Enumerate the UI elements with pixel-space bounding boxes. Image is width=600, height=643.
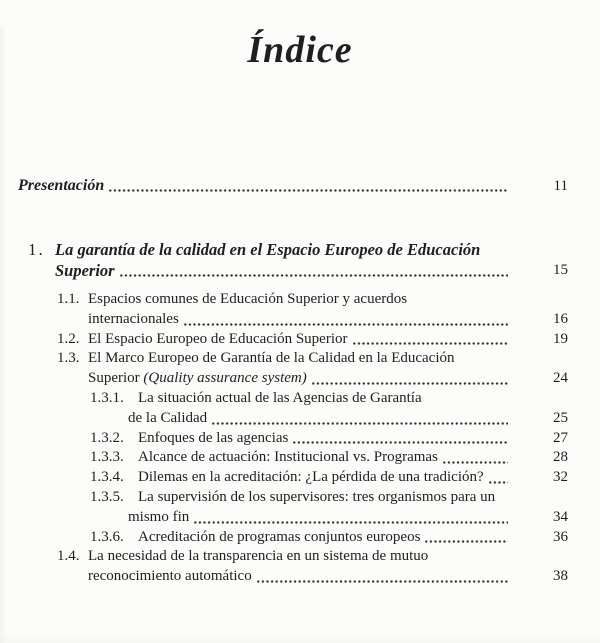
toc-line-1-3-2 <box>0 429 568 449</box>
entry-text: internacionales <box>88 310 179 327</box>
entry-text: Enfoques de las agencias <box>138 429 289 446</box>
entry-number: 1.3.3. <box>90 449 124 466</box>
entry-text: de la Calidad <box>128 409 208 426</box>
entry-text: Acreditación de programas conjuntos europeos <box>138 528 421 545</box>
dot-leader <box>183 323 508 326</box>
dot-leader <box>442 461 508 464</box>
toc-line-1-3-1 <box>0 389 568 409</box>
dot-leader <box>108 189 508 192</box>
entry-number: 1.3.1. <box>90 389 124 406</box>
entry-text: El Marco Europeo de Garantía de la Calidad en la Educación <box>88 350 455 367</box>
entry-text: Superior <box>88 370 144 387</box>
toc-line-1 <box>0 239 568 260</box>
toc-line-1-3-1-continuation <box>0 409 568 429</box>
toc-line-1-3-5 <box>0 488 568 508</box>
page-number: 27 <box>553 429 568 446</box>
entry-text: La necesidad de la transparencia en un sistema de mutuo <box>88 548 429 565</box>
toc-line-1-4 <box>0 547 568 567</box>
entry-number: 1.3.6. <box>90 528 124 545</box>
entry-number: 1.4. <box>57 548 80 565</box>
dot-leader <box>211 422 508 425</box>
page-title: Índice <box>247 29 353 71</box>
toc-line-1-1-continuation <box>0 310 568 330</box>
toc-line-1-3-4 <box>0 468 568 488</box>
entry-number: 1.3.4. <box>90 469 124 486</box>
toc-line-presentacion <box>0 176 568 196</box>
page-number: 11 <box>553 178 568 194</box>
entry-text: reconocimiento automático <box>88 568 252 585</box>
page-number: 15 <box>553 262 568 278</box>
dot-leader <box>119 274 508 277</box>
dot-leader <box>193 521 508 524</box>
page-number: 32 <box>553 469 568 486</box>
toc-line-1-3-5-continuation <box>0 508 568 528</box>
entry-number: 1.1. <box>57 291 80 307</box>
entry-text: Alcance de actuación: Institucional vs. Programas <box>138 449 438 466</box>
entry-text: El Espacio Europeo de Educación Superior <box>88 330 348 347</box>
page-number: 34 <box>553 508 568 525</box>
toc-line-1-continuation <box>0 260 568 281</box>
entry-text: La situación actual de las Agencias de Garantía <box>138 389 422 406</box>
dot-leader <box>292 441 508 444</box>
dot-leader <box>311 382 508 385</box>
page-number: 28 <box>553 449 568 466</box>
entry-text: La garantía de la calidad en el Espacio Europeo de Educación <box>55 240 481 259</box>
entry-text: Espacios comunes de Educación Superior y acuerdos <box>88 291 408 307</box>
entry-text: Dilemas en la acreditación: ¿La pérdida de una tradición? <box>138 469 484 486</box>
entry-number: 1.3. <box>57 350 80 367</box>
toc-line-1-3-continuation <box>0 369 568 389</box>
dot-leader <box>352 342 509 345</box>
page-number: 19 <box>553 330 568 347</box>
entry-text: Presentación <box>18 177 105 194</box>
page-number: 16 <box>553 310 568 327</box>
dot-leader <box>424 540 508 543</box>
entry-text: mismo fin <box>128 508 190 525</box>
toc-line-1-1 <box>0 290 568 310</box>
dot-leader <box>488 481 508 484</box>
toc-line-1-2 <box>0 330 568 350</box>
table-of-contents <box>0 176 568 587</box>
toc-line-1-3 <box>0 349 568 369</box>
entry-text-italic: (Quality assurance system) <box>143 370 307 387</box>
toc-line-1-3-3 <box>0 448 568 468</box>
dot-leader <box>256 580 508 583</box>
page-number: 38 <box>553 568 568 585</box>
page-number: 36 <box>553 528 568 545</box>
entry-text: La supervisión de los supervisores: tres organismos para un <box>138 488 496 505</box>
page-number: 24 <box>553 370 568 387</box>
entry-number: 1. <box>28 240 45 259</box>
toc-line-1-4-continuation <box>0 567 568 587</box>
entry-number: 1.3.2. <box>90 429 124 446</box>
page-number: 25 <box>553 409 568 426</box>
entry-text: Superior <box>55 261 115 280</box>
entry-number: 1.3.5. <box>90 488 124 505</box>
entry-number: 1.2. <box>57 330 80 347</box>
toc-line-1-3-6 <box>0 528 568 548</box>
